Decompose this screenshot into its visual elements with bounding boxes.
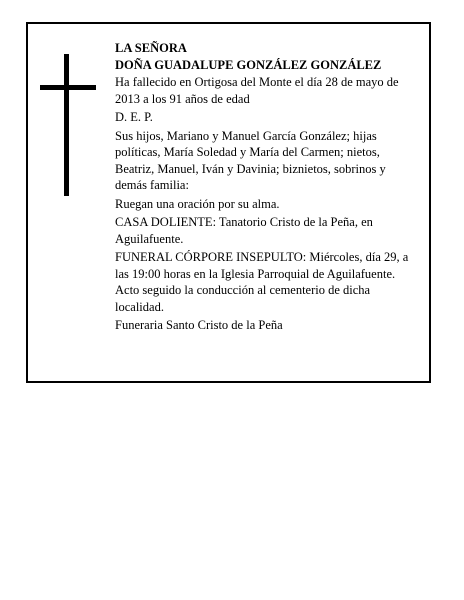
deceased-name: DOÑA GUADALUPE GONZÁLEZ GONZÁLEZ <box>115 57 382 72</box>
notice-heading: LA SEÑORA <box>115 41 187 55</box>
death-info: Ha fallecido en Ortigosa del Monte el día 28 de mayo de 2013 a los 91 años de edad <box>115 75 399 106</box>
rip-line: D. E. P. <box>115 110 153 124</box>
obituary-notice <box>26 22 431 383</box>
mourning-house: CASA DOLIENTE: Tanatorio Cristo de la Peña, en Aguilafuente. <box>115 215 373 246</box>
family-list: Sus hijos, Mariano y Manuel García González; hijas políticas, María Soledad y María del Carmen; nietos, Beatriz, Manuel, Iván y Davinia; biznietos, sobrinos y demás familia: <box>115 128 386 192</box>
cross-horizontal-bar <box>40 85 96 90</box>
cross-vertical-bar <box>64 54 69 196</box>
prayer-request: Ruegan una oración por su alma. <box>115 196 280 211</box>
notice-text <box>115 40 415 336</box>
funeral-home: Funeraria Santo Cristo de la Peña <box>115 318 283 332</box>
funeral-details: FUNERAL CÓRPORE INSEPULTO: Miércoles, día 29, a las 19:00 horas en la Iglesia Parroquial de Aguilafuente. Acto seguido la conducción al cementerio de dicha localidad. <box>115 250 409 314</box>
cross-icon <box>40 54 96 196</box>
